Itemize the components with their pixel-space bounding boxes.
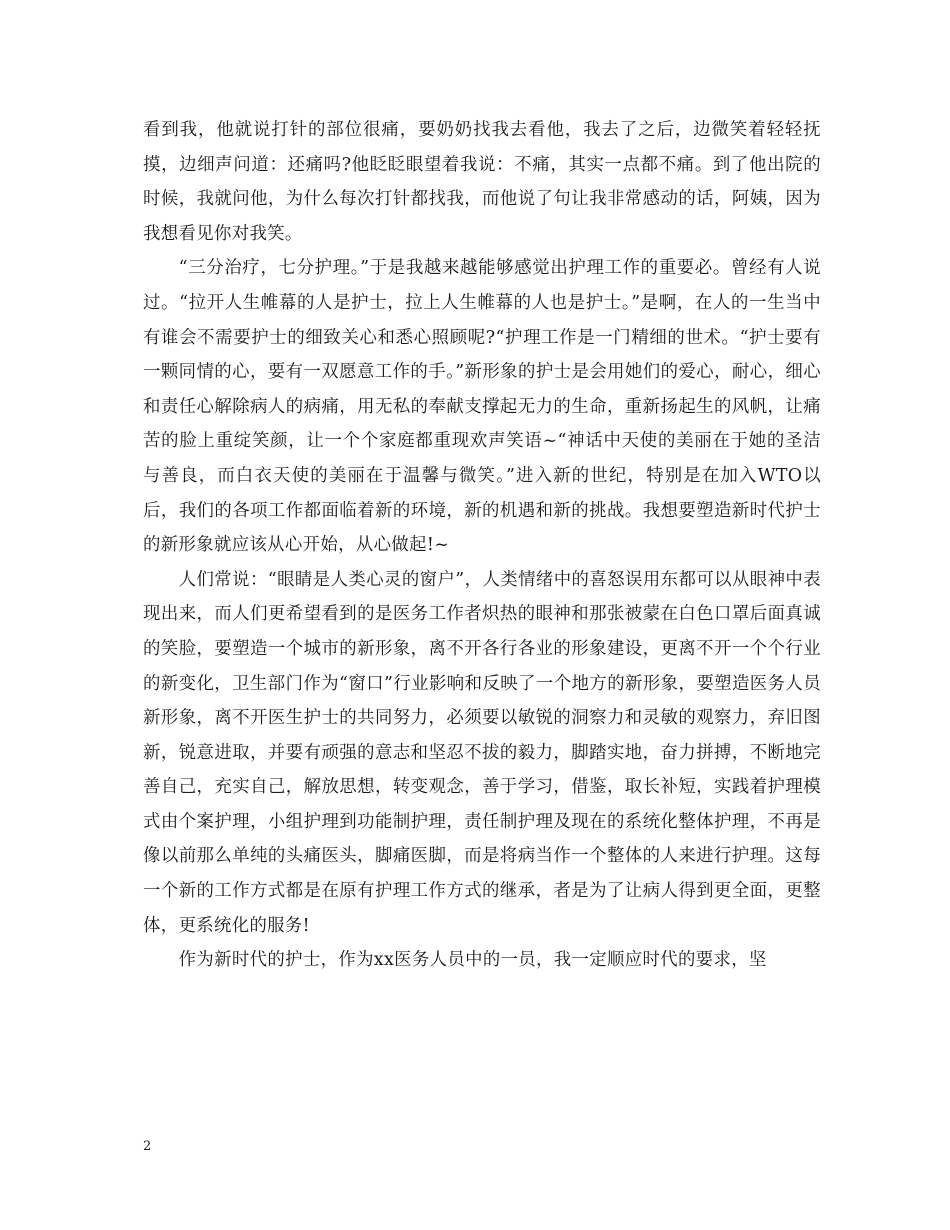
paragraph-continued: 看到我，他就说打针的部位很痛，要奶奶找我去看他，我去了之后，边微笑着轻轻抚摸，边细声问道：还痛吗?他眨眨眼望着我说：不痛，其实一点都不痛。到了他出院的时候，我就问他，为什么每次打针都找我，而他说了句让我非常感动的话，阿姨，因为我想看见你对我笑。 bbox=[143, 120, 821, 244]
paragraph: “三分治疗，七分护理。”于是我越来越能够感觉出护理工作的重要必。曾经有人说过。“拉开人生帷幕的人是护士，拉上人生帷幕的人也是护士。”是啊，在人的一生当中有谁会不需要护士的细致关心和悉心照顾呢?“护理工作是一门精细的世术。“护士要有一颗同情的心，要有一双愿意工作的手。”新形象的护士是会用她们的爱心，耐心，细心和责任心解除病人的病痛，用无私的奉献支撑起无力的生命，重新扬起生的风帆，让痛苦的脸上重绽笑颜，让一个个家庭都重现欢声笑语~“神话中天使的美丽在于她的圣洁与善良，而白衣天使的美丽在于温馨与微笑。”进入新的世纪，特别是在加入WTO以后，我们的各项工作都面临着新的环境，新的机遇和新的挑战。我想要塑造新时代护士的新形象就应该从心开始，从心做起!~ bbox=[143, 258, 821, 556]
page-number: 2 bbox=[143, 1139, 152, 1154]
paragraph: 作为新时代的护士，作为xx医务人员中的一员，我一定顺应时代的要求，坚 bbox=[178, 950, 767, 971]
document-body bbox=[143, 113, 821, 978]
paragraph: 人们常说：“眼睛是人类心灵的窗户”，人类情绪中的喜怒误用东都可以从眼神中表现出来，而人们更希望看到的是医务工作者炽热的眼神和那张被蒙在白色口罩后面真诚的笑脸，要塑造一个城市的新形象，离不开各行各业的形象建设，更离不开一个个行业的新变化，卫生部门作为“窗口”行业影响和反映了一个地方的新形象，要塑造医务人员新形象，离不开医生护士的共同努力，必须要以敏锐的洞察力和灵敏的观察力，弃旧图新，锐意进取，并要有顽强的意志和坚忍不拔的毅力，脚踏实地，奋力拼搏，不断地完善自己，充实自己，解放思想，转变观念，善于学习，借鉴，取长补短，实践着护理模式由个案护理，小组护理到功能制护理，责任制护理及现在的系统化整体护理，不再是像以前那么单纯的头痛医头，脚痛医脚，而是将病当作一个整体的人来进行护理。这每一个新的工作方式都是在原有护理工作方式的继承，者是为了让病人得到更全面，更整体，更系统化的服务! bbox=[143, 569, 821, 936]
